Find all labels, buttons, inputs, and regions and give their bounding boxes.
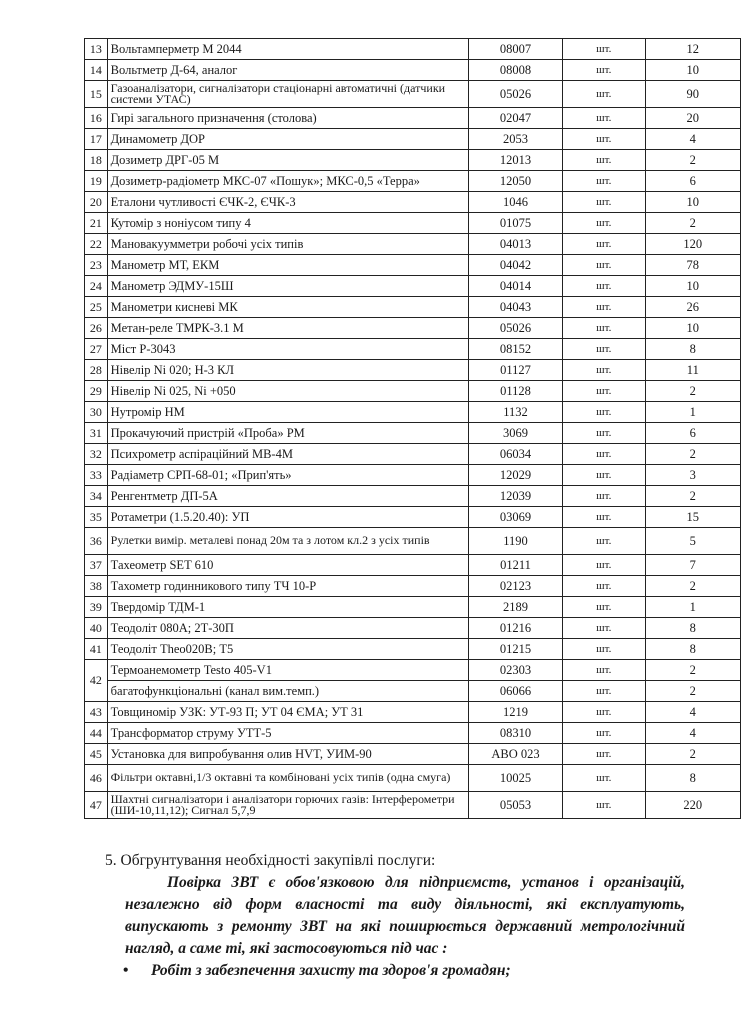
instrument-code: 06034 [469,444,563,465]
instrument-code: 05026 [469,318,563,339]
instrument-unit: шт. [562,507,645,528]
row-number: 17 [85,129,108,150]
instrument-name: Манометр МТ, ЕКМ [107,255,468,276]
table-row [85,507,741,528]
table-row [85,39,741,60]
instrument-quantity: 4 [645,129,740,150]
instrument-quantity: 10 [645,318,740,339]
table-row [85,597,741,618]
instrument-name: багатофункціональні (канал вим.темп.) [107,681,468,702]
instrument-name: Гирі загального призначення (столова) [107,108,468,129]
table-row [85,339,741,360]
table-row [85,297,741,318]
instrument-name: Манометри кисневі МК [107,297,468,318]
instrument-code: 04043 [469,297,563,318]
instrument-name: Ротаметри (1.5.20.40): УП [107,507,468,528]
instrument-name: Дозиметр ДРГ-05 М [107,150,468,171]
instrument-name: Теодоліт Theo020B; Т5 [107,639,468,660]
instrument-unit: шт. [562,597,645,618]
instrument-quantity: 2 [645,213,740,234]
instrument-quantity: 8 [645,339,740,360]
row-number: 23 [85,255,108,276]
table-row [85,255,741,276]
row-number: 29 [85,381,108,402]
instrument-code: 03069 [469,507,563,528]
instrument-unit: шт. [562,702,645,723]
instrument-quantity: 2 [645,486,740,507]
instrument-quantity: 2 [645,660,740,681]
table-row [85,639,741,660]
instrument-unit: шт. [562,723,645,744]
table-row [85,381,741,402]
instrument-unit: шт. [562,402,645,423]
instrument-quantity: 11 [645,360,740,381]
row-number: 41 [85,639,108,660]
table-row [85,276,741,297]
table-row [85,465,741,486]
instrument-quantity: 8 [645,618,740,639]
instrument-unit: шт. [562,129,645,150]
table-row [85,723,741,744]
table-body-lower [85,702,741,819]
section-paragraph: Повірка ЗВТ є обов'язковою для підприємств, установ і організацій, незалежно від форм власності та виду діяльності, які експлуатують, випускають з ремонту ЗВТ на які поширюється державний метрологічний нагляд, а саме ті, які застосовуються під час : [125,874,685,957]
instrument-name: Газоаналізатори, сигналізатори стаціонарні автоматичні (датчики системи УТАС) [107,81,468,108]
instrument-unit: шт. [562,150,645,171]
row-number: 24 [85,276,108,297]
instrument-name: Тахометр годинникового типу ТЧ 10-Р [107,576,468,597]
table-row [85,60,741,81]
instrument-code: 12013 [469,150,563,171]
instrument-name: Нівелір Ni 020; Н-3 КЛ [107,360,468,381]
instrument-unit: шт. [562,681,645,702]
instrument-code: 01075 [469,213,563,234]
row-number: 31 [85,423,108,444]
instrument-name: Прокачуючий пристрій «Проба» РМ [107,423,468,444]
row-number: 33 [85,465,108,486]
instrument-name: Установка для випробування олив HVT, УИМ-90 [107,744,468,765]
instrument-quantity: 4 [645,723,740,744]
table-row [85,423,741,444]
table-row [85,150,741,171]
instrument-quantity: 5 [645,528,740,555]
instrument-code: 2189 [469,597,563,618]
instrument-name: Вольтметр Д-64, аналог [107,60,468,81]
section-heading: 5. Обгрунтування необхідності закупівлі послуги: [105,852,436,869]
instrument-code: 01211 [469,555,563,576]
instrument-unit: шт. [562,192,645,213]
instrument-quantity: 6 [645,171,740,192]
instrument-unit: шт. [562,360,645,381]
instrument-code: 04014 [469,276,563,297]
instrument-unit: шт. [562,318,645,339]
instrument-code: 05053 [469,792,563,819]
row-number: 14 [85,60,108,81]
instrument-name: Метан-реле ТМРК-3.1 М [107,318,468,339]
instrument-unit: шт. [562,81,645,108]
instrument-code: 12029 [469,465,563,486]
instrument-quantity: 120 [645,234,740,255]
table-row [85,213,741,234]
instrument-quantity: 2 [645,444,740,465]
table-row [85,486,741,507]
instrument-name: Міст Р-3043 [107,339,468,360]
instrument-name: Манометр ЭДМУ-15Ш [107,276,468,297]
table-body-row-42 [85,660,741,702]
instrument-code: АВО 023 [469,744,563,765]
table-row [85,792,741,819]
instrument-name: Радіаметр СРП-68-01; «Прип'ять» [107,465,468,486]
instrument-quantity: 8 [645,639,740,660]
instrument-unit: шт. [562,171,645,192]
instrument-unit: шт. [562,486,645,507]
instrument-code: 08008 [469,60,563,81]
justification-section [105,850,705,982]
instrument-unit: шт. [562,792,645,819]
instrument-code: 04042 [469,255,563,276]
instrument-code: 10025 [469,765,563,792]
row-number: 28 [85,360,108,381]
row-number: 37 [85,555,108,576]
instrument-code: 2053 [469,129,563,150]
row-number: 32 [85,444,108,465]
table-row [85,576,741,597]
instrument-code: 01216 [469,618,563,639]
instrument-name: Тахеометр SET 610 [107,555,468,576]
instrument-unit: шт. [562,234,645,255]
instrument-unit: шт. [562,276,645,297]
instrument-name: Мановакуумметри робочі усіх типів [107,234,468,255]
instrument-code: 06066 [469,681,563,702]
instrument-name: Товщиномір УЗК: УТ-93 П; УТ 04 ЄМА; УТ 31 [107,702,468,723]
instrument-unit: шт. [562,765,645,792]
instrument-code: 1046 [469,192,563,213]
instrument-unit: шт. [562,744,645,765]
instrument-unit: шт. [562,660,645,681]
instrument-quantity: 2 [645,381,740,402]
instrument-code: 02047 [469,108,563,129]
instrument-quantity: 3 [645,465,740,486]
instrument-unit: шт. [562,444,645,465]
instrument-unit: шт. [562,60,645,81]
instrument-name: Еталони чутливості ЄЧК-2, ЄЧК-3 [107,192,468,213]
instrument-quantity: 26 [645,297,740,318]
instrument-quantity: 1 [645,402,740,423]
instrument-name: Кутомір з ноніусом типу 4 [107,213,468,234]
table-row [85,318,741,339]
row-number: 36 [85,528,108,555]
row-number: 40 [85,618,108,639]
row-number: 16 [85,108,108,129]
instrument-name: Нутромір НМ [107,402,468,423]
instrument-unit: шт. [562,576,645,597]
instrument-name: Нівелір Ni 025, Ni +050 [107,381,468,402]
instrument-quantity: 12 [645,39,740,60]
row-number: 43 [85,702,108,723]
instrument-name: Психрометр аспіраційний МВ-4М [107,444,468,465]
instrument-quantity: 10 [645,60,740,81]
instrument-name: Шахтні сигналізатори і аналізатори горючих газів: Інтерферометри (ШИ-10,11,12); Сигнал 5,7,9 [107,792,468,819]
row-number: 42 [85,660,108,702]
table-row [85,129,741,150]
instrument-unit: шт. [562,255,645,276]
instrument-code: 01128 [469,381,563,402]
instrument-code: 08007 [469,39,563,60]
row-number: 26 [85,318,108,339]
row-number: 47 [85,792,108,819]
instrument-unit: шт. [562,423,645,444]
table-row [85,618,741,639]
table-row [85,555,741,576]
row-number: 30 [85,402,108,423]
instrument-quantity: 8 [645,765,740,792]
instrument-unit: шт. [562,297,645,318]
instrument-name: Дозиметр-радіометр МКС-07 «Пошук»; МКС-0,5 «Терра» [107,171,468,192]
table-row [85,402,741,423]
row-number: 21 [85,213,108,234]
instrument-code: 1219 [469,702,563,723]
table-row [85,234,741,255]
table-row [85,444,741,465]
instrument-code: 12050 [469,171,563,192]
instrument-quantity: 220 [645,792,740,819]
row-number: 19 [85,171,108,192]
instrument-quantity: 2 [645,744,740,765]
instrument-name: Твердомір ТДМ-1 [107,597,468,618]
instrument-quantity: 1 [645,597,740,618]
row-number: 18 [85,150,108,171]
row-number: 25 [85,297,108,318]
instrument-quantity: 10 [645,276,740,297]
instrument-quantity: 7 [645,555,740,576]
instrument-unit: шт. [562,639,645,660]
table-row [85,108,741,129]
instrument-code: 08152 [469,339,563,360]
instrument-unit: шт. [562,39,645,60]
instrument-unit: шт. [562,555,645,576]
instrument-quantity: 20 [645,108,740,129]
instrument-name: Вольтамперметр М 2044 [107,39,468,60]
instrument-unit: шт. [562,465,645,486]
instrument-name: Фільтри октавні,1/3 октавні та комбіновані усіх типів (одна смуга) [107,765,468,792]
instrument-quantity: 6 [645,423,740,444]
bullet-item [123,960,705,982]
row-number: 15 [85,81,108,108]
instrument-name: Трансформатор струму УТТ-5 [107,723,468,744]
bullet-text: Робіт з забезпечення захисту та здоров'я громадян; [151,962,511,979]
instrument-unit: шт. [562,213,645,234]
instrument-code: 01127 [469,360,563,381]
bullet-mark: • [123,962,129,979]
instrument-name: Термоанемометр Testo 405-V1 [107,660,468,681]
row-number: 27 [85,339,108,360]
row-number: 35 [85,507,108,528]
row-number: 46 [85,765,108,792]
table-row [85,765,741,792]
instrument-code: 02303 [469,660,563,681]
table-row [85,171,741,192]
instrument-unit: шт. [562,528,645,555]
instruments-table [84,38,741,819]
instrument-quantity: 4 [645,702,740,723]
instrument-unit: шт. [562,618,645,639]
instrument-code: 08310 [469,723,563,744]
instrument-name: Теодоліт 080А; 2Т-30П [107,618,468,639]
table-row [85,192,741,213]
instrument-quantity: 2 [645,150,740,171]
instrument-quantity: 78 [645,255,740,276]
instrument-quantity: 2 [645,681,740,702]
table-row [85,702,741,723]
table-row [85,660,741,681]
instrument-quantity: 2 [645,576,740,597]
row-number: 44 [85,723,108,744]
instrument-name: Ренгентметр ДП-5А [107,486,468,507]
instrument-unit: шт. [562,108,645,129]
instrument-unit: шт. [562,381,645,402]
instrument-name: Динамометр ДОР [107,129,468,150]
table-body-upper [85,39,741,660]
row-number: 20 [85,192,108,213]
instrument-code: 3069 [469,423,563,444]
table-row [85,744,741,765]
table-row [85,81,741,108]
instrument-code: 02123 [469,576,563,597]
row-number: 45 [85,744,108,765]
instrument-quantity: 10 [645,192,740,213]
instrument-quantity: 15 [645,507,740,528]
row-number: 13 [85,39,108,60]
instrument-code: 04013 [469,234,563,255]
instrument-code: 1190 [469,528,563,555]
instrument-code: 01215 [469,639,563,660]
instrument-code: 05026 [469,81,563,108]
table-row [85,528,741,555]
table-row [85,681,741,702]
instrument-code: 1132 [469,402,563,423]
instrument-quantity: 90 [645,81,740,108]
instrument-unit: шт. [562,339,645,360]
row-number: 38 [85,576,108,597]
row-number: 34 [85,486,108,507]
instrument-code: 12039 [469,486,563,507]
row-number: 22 [85,234,108,255]
instrument-name: Рулетки вимір. металеві понад 20м та з лотом кл.2 з усіх типів [107,528,468,555]
row-number: 39 [85,597,108,618]
table-row [85,360,741,381]
